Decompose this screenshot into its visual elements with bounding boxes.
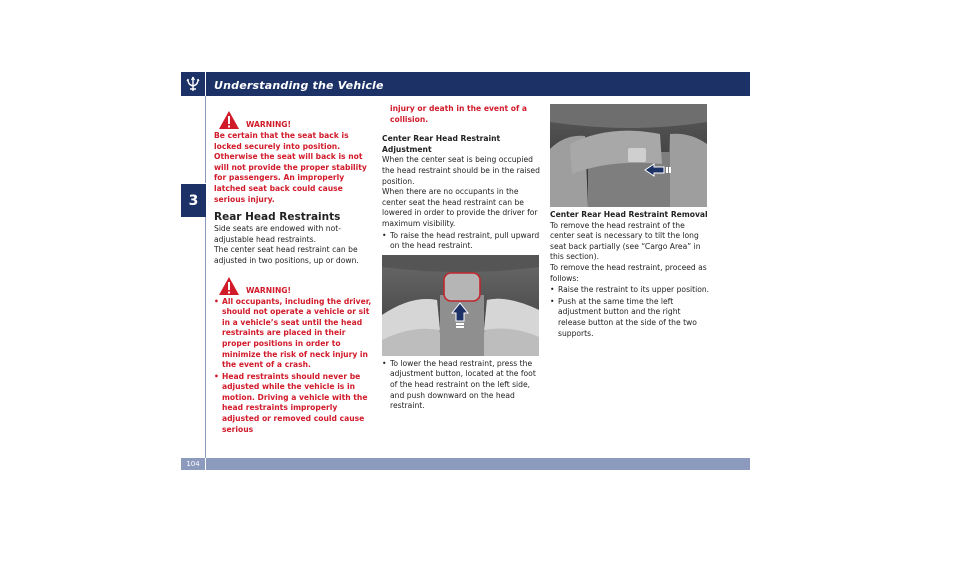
column-2 [382,104,542,412]
paragraph: When the center seat is being occupied the head restraint should be in the raised position. [382,155,540,186]
column-3 [550,104,710,339]
warning-header-2 [214,276,374,296]
bullet-item: • To raise the head restraint, pull upward on the head restraint. [382,231,542,252]
figure-caption: Center Rear Head Restraint Removal [550,210,708,219]
warning-continuation: injury or death in the event of a collision. [390,104,528,124]
warning-bullet: • All occupants, including the driver, should not operate a vehicle or sit in a vehicle’s seat until the head restraints are placed in their proper positions in order to minimize the risk of neck injury in the event of a crash. [214,297,374,371]
warning-title: WARNING! [246,120,291,129]
head-restraint-removal-photo [550,104,707,207]
paragraph: To remove the head restraint of the center seat is necessary to tilt the long seat back partially (see “Cargo Area” in this section). [550,220,701,262]
paragraph: The center seat head restraint can be adjusted in two positions, up or down. [214,245,359,265]
trident-icon [186,76,200,92]
bullet-item: • Push at the same time the left adjustment button and the right release button at the side of the two supports. [550,297,710,339]
paragraph: To remove the head restraint, proceed as follows: [550,262,707,283]
head-restraint-raise-photo [382,255,539,356]
warning-text: Be certain that the seat back is locked securely into position. Otherwise the seat will back is not will not provide the proper stability for passengers. An improperly latched seat back could cause serious injury. [214,131,367,204]
column-1 [214,110,374,435]
warning-triangle-icon [218,110,240,130]
section-title: Understanding the Vehicle [214,79,384,92]
subsection-heading: Center Rear Head Restraint Adjustment [382,134,501,154]
section-heading: Rear Head Restraints [214,211,341,224]
bullet-item: • Raise the restraint to its upper position. [550,285,710,296]
warning-bullet: • Head restraints should never be adjusted while the vehicle is in motion. Driving a vehicle with the head restraints improperly adjusted or removed could cause serious [214,372,374,436]
bullet-item: • To lower the head restraint, press the adjustment button, located at the foot of the head restraint on the left side, and push downward on the head restraint. [382,359,542,412]
paragraph: Side seats are endowed with not-adjustable head restraints. [214,224,341,244]
page-number: 104 [181,458,206,470]
warning-title: WARNING! [246,285,291,295]
paragraph: When there are no occupants in the center seat the head restraint can be lowered in order to provide the driver for maximum visibility. [382,187,538,228]
warning-header-1 [214,110,374,130]
side-margin-line [181,96,206,458]
warning-triangle-icon [218,276,240,296]
trident-logo [181,72,206,96]
footer-bar [181,458,750,470]
chapter-tab: 3 [181,183,206,217]
